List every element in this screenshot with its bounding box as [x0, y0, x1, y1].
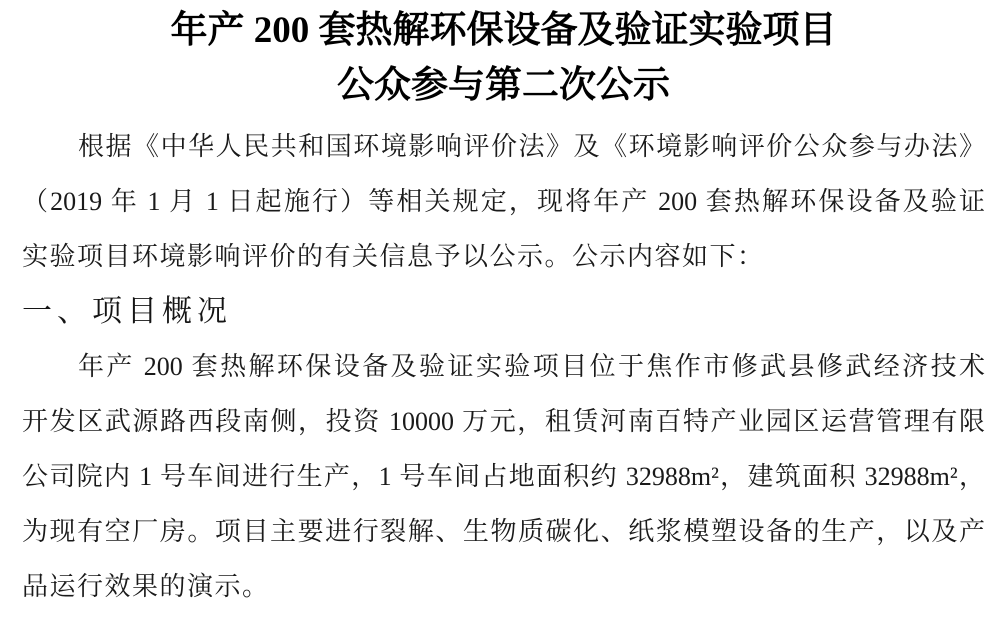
paragraph-line: 公司院内 1 号车间进行生产，1 号车间占地面积约 32988m²，建筑面积 32988m²，	[22, 462, 985, 491]
paragraph-line: 实验项目环境影响评价的有关信息予以公示。公示内容如下：	[22, 242, 765, 271]
title-line-1: 年产 200 套热解环保设备及验证实验项目	[170, 10, 837, 51]
paragraph-line: 开发区武源路西段南侧，投资 10000 万元，租赁河南百特产业园区运营管理有限	[22, 407, 985, 436]
document-title	[22, 3, 985, 113]
paragraph-line: 品运行效果的演示。	[22, 572, 270, 601]
section-heading: 一、项目概况	[22, 295, 232, 328]
paragraph-line: 为现有空厂房。项目主要进行裂解、生物质碳化、纸浆模塑设备的生产，以及产	[22, 517, 985, 546]
paragraph-line: 年产 200 套热解环保设备及验证实验项目位于焦作市修武县修武经济技术	[78, 352, 985, 381]
paragraph-line: （2019 年 1 月 1 日起施行）等相关规定，现将年产 200 套热解环保设备及验证	[22, 187, 985, 216]
title-line-2: 公众参与第二次公示	[337, 65, 670, 106]
paragraph-line: 根据《中华人民共和国环境影响评价法》及《环境影响评价公众参与办法》	[78, 132, 985, 161]
section-one-paragraph	[22, 339, 985, 614]
intro-paragraph	[22, 119, 985, 284]
